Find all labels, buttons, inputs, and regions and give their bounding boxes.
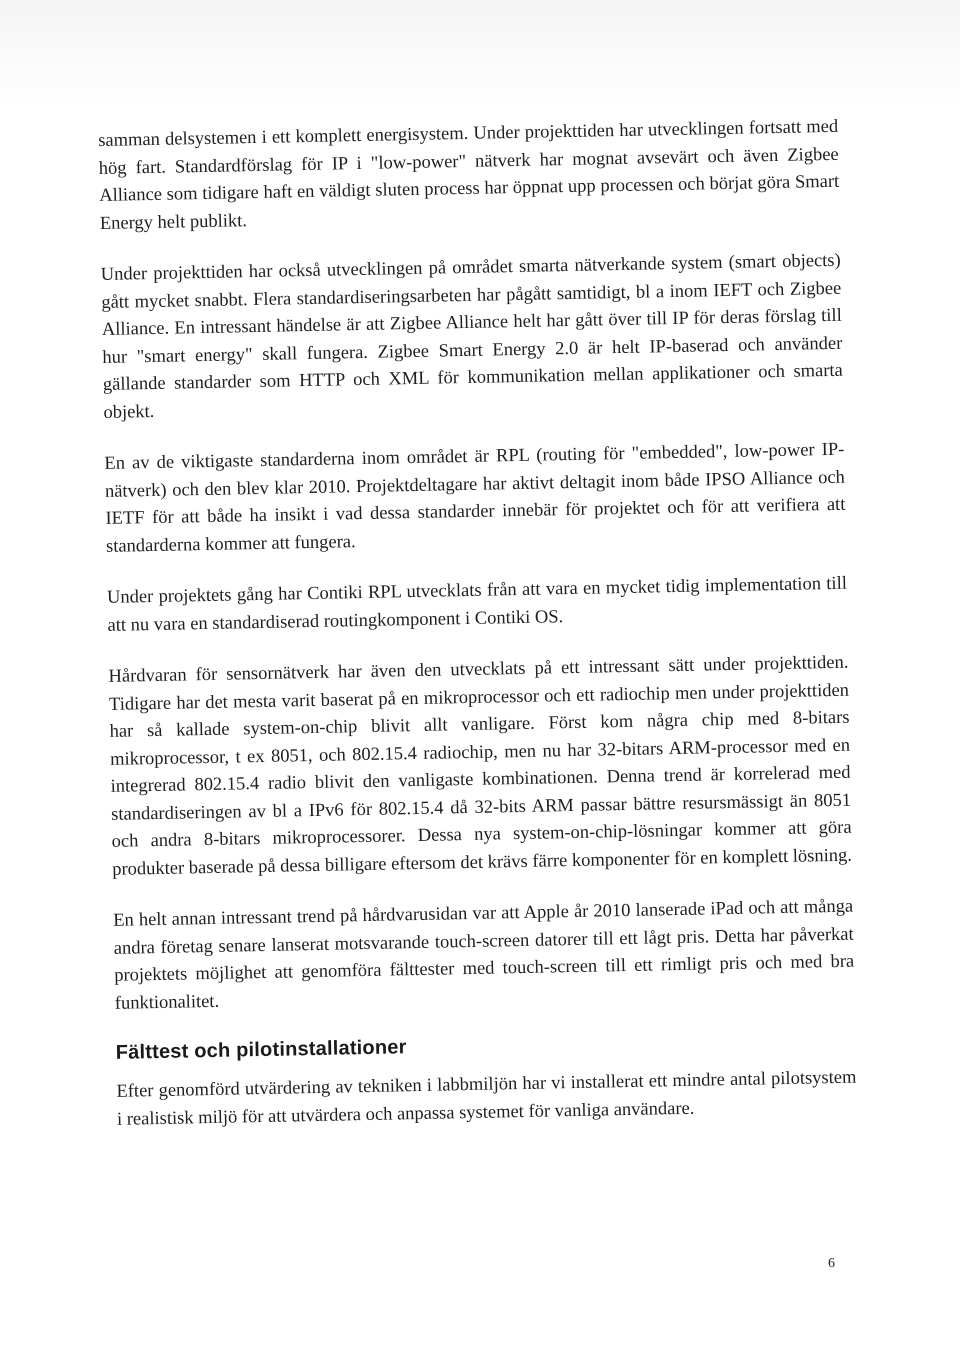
paragraph-energy-system: samman delsystemen i ett komplett energisystem. Under projekttiden har utvecklingen fortsatt med hög fart. Standardförslag för IP i "low-power" nätverk har mognat avsevärt och även Zigbee Alliance som tidigare haft en väldigt sluten process har öppnat upp processen och börjat göra Smart Energy helt publikt. <box>98 116 840 234</box>
paragraph-rpl-standard: En av de viktigaste standarderna inom området är RPL (routing för "embedded", low-power IP-nätverk) och den blev klar 2010. Projektdeltagare har aktivt deltagit inom både IPSO Alliance och IETF för att både ha insikt i vad dessa standarder innebär för projektet och för att verifiera att standarderna kommer att fungera. <box>104 439 846 557</box>
paragraph-hardware: Hårdvaran för sensornätverk har även den utvecklats på ett intressant sätt under projekttiden. Tidigare har det mesta varit baserat på en mikroprocessor och ett radiochip men under projekttiden har så kallade system-on-chip blivit allt vanligare. Först kom några chip med 8-bitars mikroprocessor, t ex 8051, och 802.15.4 radiochip, men nu har 32-bitars ARM-processor med en integrerad 802.15.4 radio blivit den vanligaste kombinationen. Denna trend är korrelerad med standardiseringen av bl a IPv6 för 802.15.4 då 32-bits ARM passar bättre resursmässigt än 8051 och andra 8-bitars mikroprocessorer. Dessa nya system-on-chip-lösningar kommer att göra produkter baserade på dessa billigare eftersom det krävs färre komponenter för en komplett lösning. <box>108 652 853 880</box>
section-heading: Fälttest och pilotinstallationer <box>115 1036 407 1064</box>
paragraph-touch-screen: En helt annan intressant trend på hårdvarusidan var att Apple år 2010 lanserade iPad och att många andra företag senare lanserat motsvarande touch-screen datorer till ett lågt pris. Detta har påverkat projektets möjlighet att genomföra fälttester med touch-screen till ett rimligt pris och med bra funktionalitet. <box>113 896 855 1014</box>
body-text <box>98 114 858 1158</box>
paragraph-contiki-rpl: Under projektets gång har Contiki RPL utvecklats från att vara en mycket tidig implementation till att nu vara en standardiserad routingkomponent i Contiki OS. <box>106 573 848 636</box>
paragraph-pilot-installations: Efter genomförd utvärdering av tekniken i labbmiljön har vi installerat ett mindre antal pilotsystem i realistisk miljö för att utvärdera och anpassa systemet för vanliga användare. <box>116 1067 857 1130</box>
paragraph-smart-objects: Under projekttiden har också utvecklingen på området smarta nätverkande system (smart objects) gått mycket snabbt. Flera standardiseringsarbeten har pågått samtidigt, bl a inom IEFT och Zigbee Alliance. En intressant händelse är att Zigbee Alliance helt har gått över till IP för deras förslag till hur "smart energy" skall fungera. Zigbee Smart Energy 2.0 är helt IP-baserad och använder gällande standarder som HTTP och XML för kommunikation mellan applikationer och smarta objekt. <box>100 250 843 423</box>
page-number: 6 <box>828 1256 835 1271</box>
